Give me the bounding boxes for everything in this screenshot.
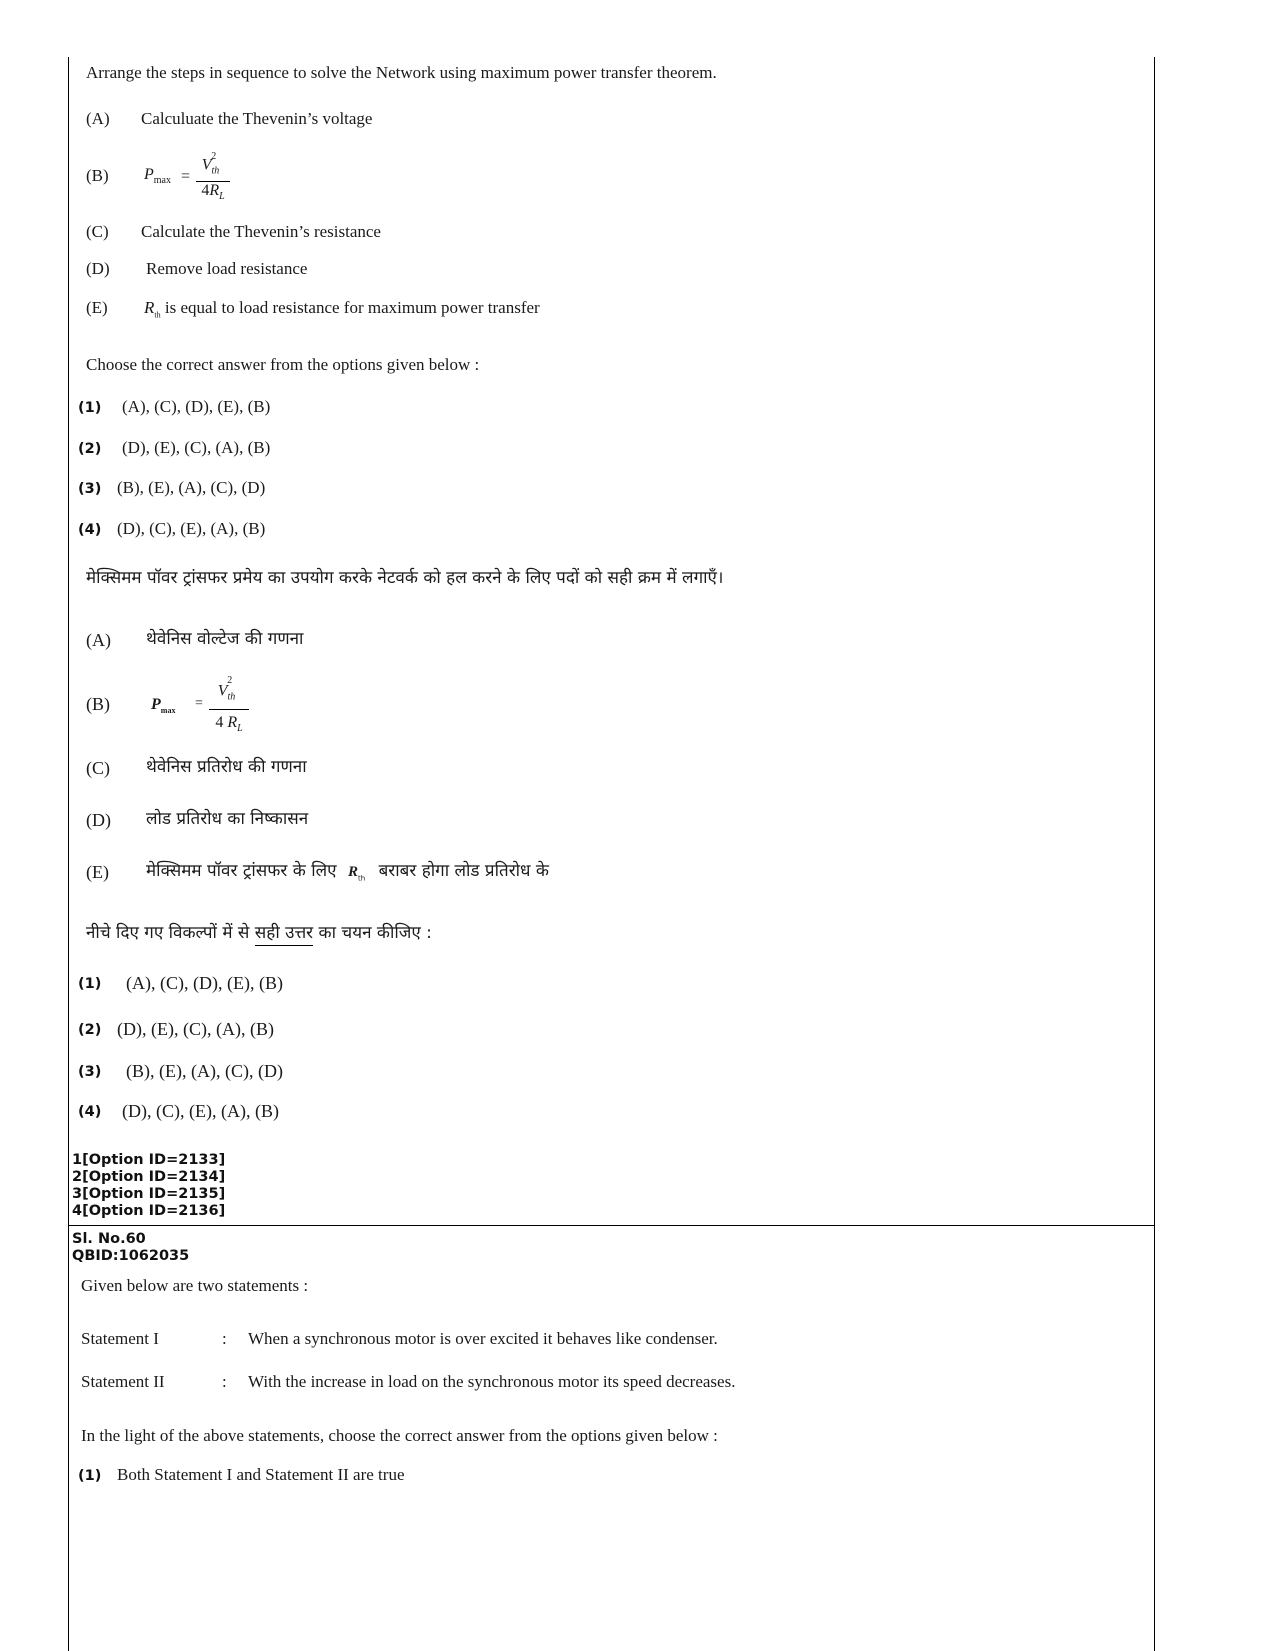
formula-v: V	[217, 682, 228, 700]
rth-symbol: R	[144, 298, 155, 317]
option-number: (3)	[78, 1064, 102, 1080]
option-text: (B), (E), (A), (C), (D)	[117, 478, 266, 497]
question-text-en: Arrange the steps in sequence to solve the Network using maximum power transfer theorem.	[86, 63, 717, 82]
option-text: (A), (C), (D), (E), (B)	[126, 973, 283, 993]
statement-text: When a synchronous motor is over excited it behaves like condenser.	[248, 1329, 718, 1348]
statement-label: Statement II	[81, 1372, 165, 1391]
option-number: (1)	[78, 400, 102, 416]
formula-four: 4	[201, 181, 210, 199]
formula-sq: 2	[227, 675, 233, 686]
option-id: 4[Option ID=2136]	[72, 1203, 226, 1219]
step-text-e	[144, 298, 540, 325]
pmax-formula-en	[144, 152, 254, 202]
step-label: (D)	[86, 810, 111, 830]
left-border	[68, 57, 69, 1651]
option-text: (B), (E), (A), (C), (D)	[126, 1061, 283, 1081]
right-border	[1154, 57, 1155, 1651]
option-number: (1)	[78, 1468, 102, 1484]
statement-text: With the increase in load on the synchronous motor its speed decreases.	[248, 1372, 736, 1391]
choose-text: In the light of the above statements, choose the correct answer from the options given below :	[81, 1426, 718, 1445]
choose-text-hi	[86, 922, 432, 944]
qbid: QBID:1062035	[72, 1248, 190, 1264]
question-separator	[68, 1225, 1155, 1226]
step-text: थेवेनिस वोल्टेज की गणना	[146, 629, 304, 649]
formula-four: 4	[215, 713, 224, 731]
formula-eq: =	[181, 168, 191, 185]
statement-label: Statement I	[81, 1329, 159, 1348]
step-label: (E)	[86, 298, 108, 317]
formula-r: R	[209, 181, 220, 199]
choose-hi-before: नीचे दिए गए विकल्पों में से	[86, 923, 250, 943]
option-number: (2)	[78, 441, 102, 457]
statement-colon: :	[222, 1372, 227, 1391]
choose-hi-after: का चयन कीजिए :	[318, 923, 432, 943]
question-intro: Given below are two statements :	[81, 1276, 309, 1295]
formula-v: V	[201, 156, 212, 174]
option-id: 2[Option ID=2134]	[72, 1169, 226, 1185]
option-text: (D), (E), (C), (A), (B)	[122, 438, 271, 457]
step-e-before: मेक्सिमम पॉवर ट्रांसफर के लिए	[146, 861, 337, 881]
option-number: (4)	[78, 1104, 102, 1120]
step-text: थेवेनिस प्रतिरोध की गणना	[146, 757, 307, 777]
step-label: (A)	[86, 109, 110, 128]
formula-p: P	[144, 166, 154, 183]
option-text: (D), (C), (E), (A), (B)	[122, 1101, 279, 1121]
choose-text-en: Choose the correct answer from the options given below :	[86, 355, 480, 374]
formula-max: max	[153, 175, 171, 187]
pmax-formula-hi	[151, 675, 261, 734]
step-label: (D)	[86, 259, 110, 278]
step-label: (A)	[86, 630, 111, 650]
formula-r: R	[227, 713, 238, 731]
formula-max: max	[160, 706, 176, 716]
option-text: (A), (C), (D), (E), (B)	[122, 397, 271, 416]
formula-th: th	[227, 691, 236, 703]
step-label: (C)	[86, 222, 109, 241]
step-label: (C)	[86, 758, 110, 778]
choose-hi-underlined: सही उत्तर	[255, 923, 313, 946]
step-label: (B)	[86, 166, 109, 185]
formula-p: P	[151, 696, 161, 713]
option-id: 3[Option ID=2135]	[72, 1186, 226, 1202]
formula-eq: =	[195, 696, 203, 711]
option-number: (2)	[78, 1022, 102, 1038]
step-text: Calculate the Thevenin’s resistance	[141, 222, 381, 241]
option-number: (3)	[78, 481, 102, 497]
option-id: 1[Option ID=2133]	[72, 1152, 226, 1168]
option-number: (1)	[78, 976, 102, 992]
option-text: Both Statement I and Statement II are true	[117, 1465, 405, 1484]
question-text-hi: मेक्सिमम पॉवर ट्रांसफर प्रमेय का उपयोग करके नेटवर्क को हल करने के लिए पदों को सही क्रम में लगाएँ।	[86, 568, 724, 588]
step-text-e-hi	[146, 860, 549, 889]
option-number: (4)	[78, 522, 102, 538]
step-label: (B)	[86, 694, 110, 714]
step-e-after: बराबर होगा लोड प्रतिरोध के	[378, 861, 549, 881]
step-label: (E)	[86, 862, 109, 882]
step-e-text: is equal to load resistance for maximum power transfer	[164, 298, 540, 317]
serial-number: Sl. No.60	[72, 1231, 146, 1247]
rth-symbol: R	[347, 864, 358, 880]
step-text: Remove load resistance	[146, 259, 308, 278]
step-text: लोड प्रतिरोध का निष्कासन	[146, 809, 309, 829]
option-text: (D), (C), (E), (A), (B)	[117, 519, 266, 538]
step-text: Calculuate the Thevenin’s voltage	[141, 109, 373, 128]
rth-sub: th	[357, 874, 366, 883]
formula-th: th	[211, 165, 220, 177]
formula-sq: 2	[211, 151, 217, 162]
formula-l: L	[219, 190, 225, 202]
formula-l: L	[237, 722, 243, 734]
option-text: (D), (E), (C), (A), (B)	[117, 1019, 274, 1039]
statement-colon: :	[222, 1329, 227, 1348]
rth-sub: th	[154, 310, 161, 320]
